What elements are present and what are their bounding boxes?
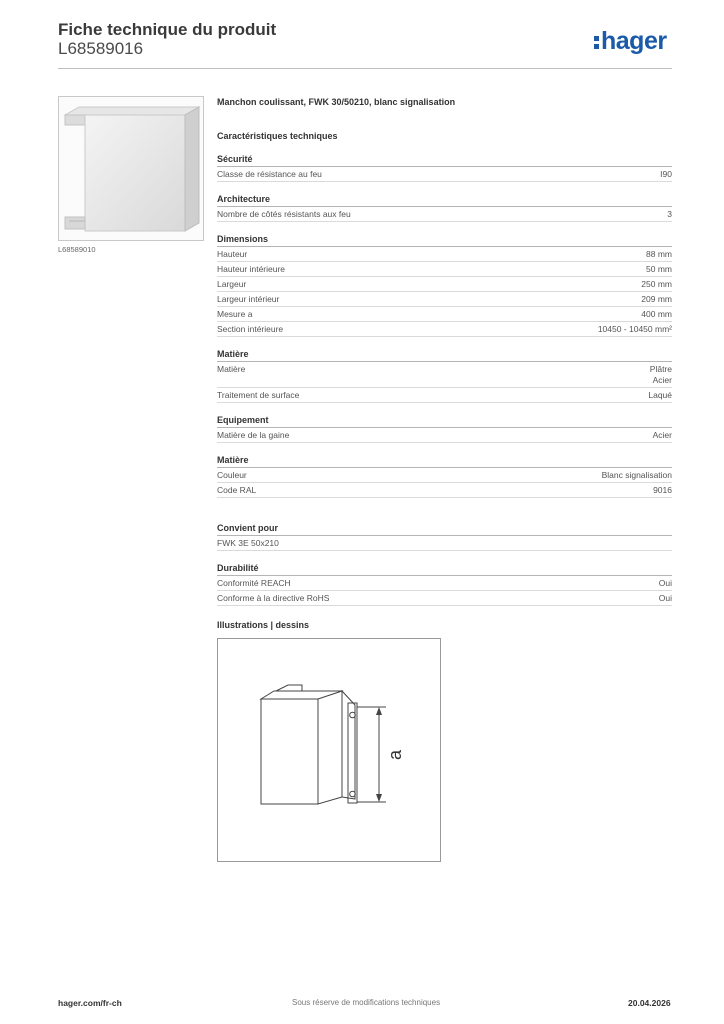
spec-value-line: I90 [660, 169, 672, 179]
spec-label: Largeur intérieur [217, 294, 280, 304]
spec-label: Hauteur [217, 249, 248, 259]
page-title: Fiche technique du produit [58, 20, 277, 39]
spec-row [217, 277, 672, 292]
spec-value [646, 264, 672, 275]
spec-row [217, 207, 672, 222]
footer-notice: Sous réserve de modifications techniques [292, 998, 441, 1007]
spec-label: Classe de résistance au feu [217, 169, 322, 179]
spec-value [648, 390, 672, 401]
spec-row [217, 362, 672, 388]
section-title: Matière [217, 454, 672, 468]
footer-website[interactable]: hager.com/fr-ch [58, 998, 122, 1008]
spec-value-line: Laqué [648, 390, 672, 400]
spec-section [217, 562, 672, 606]
spec-value [641, 309, 672, 320]
spec-section [217, 414, 672, 443]
spec-row [217, 483, 672, 498]
spec-row [217, 247, 672, 262]
logo-colon-icon [594, 34, 599, 50]
section-title: Dimensions [217, 233, 672, 247]
spec-label: Nombre de côtés résistants aux feu [217, 209, 351, 219]
spec-value-line: Oui [658, 593, 672, 603]
spec-content [217, 96, 672, 606]
fire-sleeve-photo-icon [59, 97, 203, 240]
spec-label: Conforme à la directive RoHS [217, 593, 330, 603]
spec-value [659, 593, 672, 604]
spec-value-line: Acier [652, 430, 672, 440]
spec-value [653, 485, 672, 496]
spec-row [217, 428, 672, 443]
spec-row [217, 322, 672, 337]
spec-value [598, 324, 672, 335]
spec-value [602, 470, 672, 481]
spec-value-line: 9016 [653, 485, 672, 495]
spec-heading: Caractéristiques techniques [217, 131, 338, 141]
spec-row [217, 388, 672, 403]
spec-value [660, 169, 672, 180]
spec-label: Matière [217, 364, 246, 374]
logo-text: hager [601, 27, 667, 55]
spec-value-line: Plâtre [649, 364, 672, 374]
spec-row [217, 292, 672, 307]
section-title: Equipement [217, 414, 672, 428]
technical-drawing [217, 638, 441, 862]
spec-section [217, 233, 672, 337]
spec-row [217, 262, 672, 277]
spec-section [217, 193, 672, 222]
spec-value-line: Oui [658, 578, 672, 588]
spec-label: Mesure a [217, 309, 253, 319]
spec-label: Matière de la gaine [217, 430, 290, 440]
spec-value-line: 400 mm [641, 309, 672, 319]
spec-label: Conformité REACH [217, 578, 291, 588]
spec-label: Traitement de surface [217, 390, 300, 400]
spec-section [217, 454, 672, 498]
spec-value-line: 3 [667, 209, 672, 219]
spec-row [217, 576, 672, 591]
spec-label: Couleur [217, 470, 247, 480]
footer-date: 20.04.2026 [628, 998, 671, 1008]
spec-section [217, 522, 672, 551]
spec-value [667, 209, 672, 220]
spec-section [217, 348, 672, 403]
product-code: L68589016 [58, 39, 144, 58]
spec-value [653, 430, 672, 441]
spec-label: Largeur [217, 279, 247, 289]
section-title: Sécurité [217, 153, 672, 167]
spec-row [217, 536, 672, 551]
section-title: Convient pour [217, 522, 672, 536]
spec-row [217, 167, 672, 182]
spec-value-line: 209 mm [641, 294, 672, 304]
spec-value-line: 10450 - 10450 mm² [597, 324, 672, 334]
spec-label: FWK 3E 50x210 [217, 538, 279, 548]
spec-sections [217, 153, 672, 606]
spec-value [659, 578, 672, 589]
spec-label: Section intérieure [217, 324, 284, 334]
sleeve-drawing-icon [218, 639, 440, 861]
spec-row [217, 468, 672, 483]
spec-value-line: Blanc signalisation [601, 470, 672, 480]
spec-value-line: 88 mm [646, 249, 672, 259]
section-title: Matière [217, 348, 672, 362]
spec-section [217, 153, 672, 182]
spec-value [641, 294, 672, 305]
spec-value [650, 364, 672, 386]
spec-value [641, 279, 672, 290]
section-title: Architecture [217, 193, 672, 207]
spec-value-line: 250 mm [641, 279, 672, 289]
spec-row [217, 591, 672, 606]
header-divider [58, 68, 672, 69]
spec-value [646, 249, 672, 260]
product-title: Manchon coulissant, FWK 30/50210, blanc signalisation [217, 97, 456, 107]
spec-row [217, 307, 672, 322]
spec-label: Hauteur intérieure [217, 264, 286, 274]
product-photo [58, 96, 204, 241]
spec-value-line: 50 mm [646, 264, 672, 274]
illustrations-heading: Illustrations | dessins [217, 620, 310, 630]
dimension-a-label: a [385, 749, 405, 761]
spec-label: Code RAL [217, 485, 257, 495]
hager-logo [594, 27, 667, 56]
section-title: Durabilité [217, 562, 672, 576]
photo-caption: L68589010 [58, 245, 96, 254]
spec-value-line: Acier [652, 375, 672, 385]
